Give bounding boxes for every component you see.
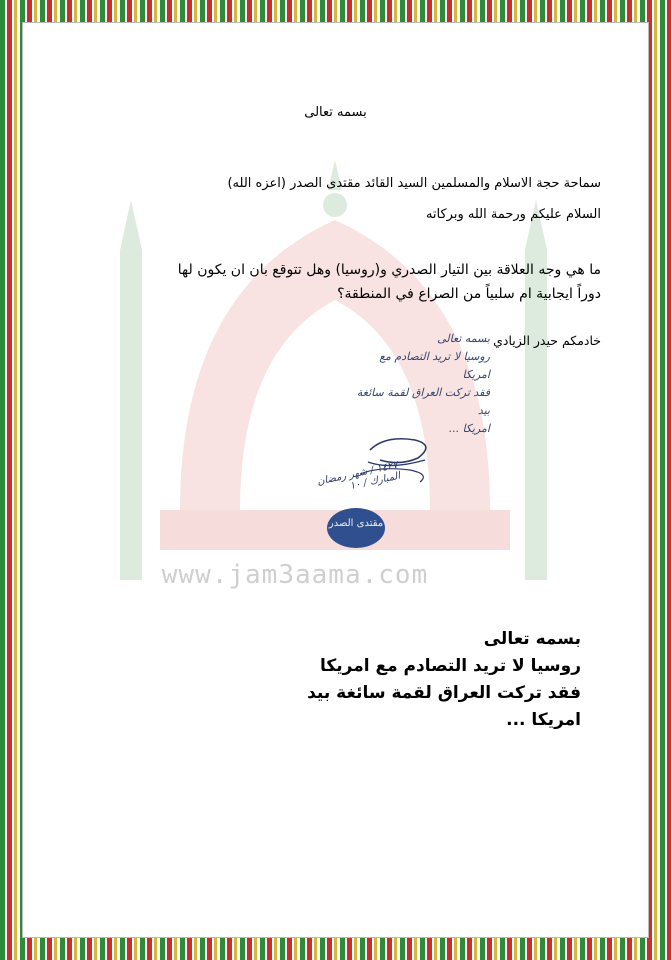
handwritten-line-2: روسيا لا تريد التصادم مع امريكا bbox=[379, 350, 490, 381]
transcription-line-1: بسمه تعالى bbox=[483, 629, 581, 649]
handwritten-line-4: امريكا ... bbox=[448, 422, 490, 435]
transcription-line-3: فقد تركت العراق لقمة سائغة بيد bbox=[307, 683, 581, 703]
transcription-line-2: روسيا لا تريد التصادم مع امريكا bbox=[320, 656, 581, 676]
seal-text: مقتدى الصدر bbox=[328, 518, 384, 529]
handwritten-date: ١٤٢٧ / شهر رمضان المبارك / ١٠ bbox=[316, 459, 402, 493]
handwritten-line-1: بسمه تعالى bbox=[437, 332, 490, 345]
question-line-1: ما هي وجه العلاقة بين التيار الصدري و(روسيا) وهل تتوقع بان ان يكون لها bbox=[177, 262, 601, 278]
handwritten-answer bbox=[350, 330, 490, 438]
question-line-2: دوراً ايجابية ام سلبياً من الصراع في المنطقة؟ bbox=[337, 286, 601, 302]
letter-question bbox=[71, 258, 601, 306]
letter-greeting: السلام عليكم ورحمة الله وبركاته bbox=[425, 207, 601, 222]
typed-transcription bbox=[221, 626, 581, 734]
handwritten-line-3: فقد تركت العراق لقمة سائغة بيد bbox=[356, 386, 490, 417]
letter-signoff: خادمكم حيدر الزيادي bbox=[493, 333, 601, 348]
official-seal bbox=[327, 508, 385, 548]
letter-recipient: سماحة حجة الاسلام والمسلمين السيد القائد مقتدى الصدر (اعزه الله) bbox=[227, 176, 601, 191]
watermark-url: www.jam3aama.com bbox=[161, 560, 429, 590]
transcription-line-4: امريكا ... bbox=[506, 710, 581, 730]
letter-basmala: بسمه تعالى bbox=[304, 105, 367, 120]
